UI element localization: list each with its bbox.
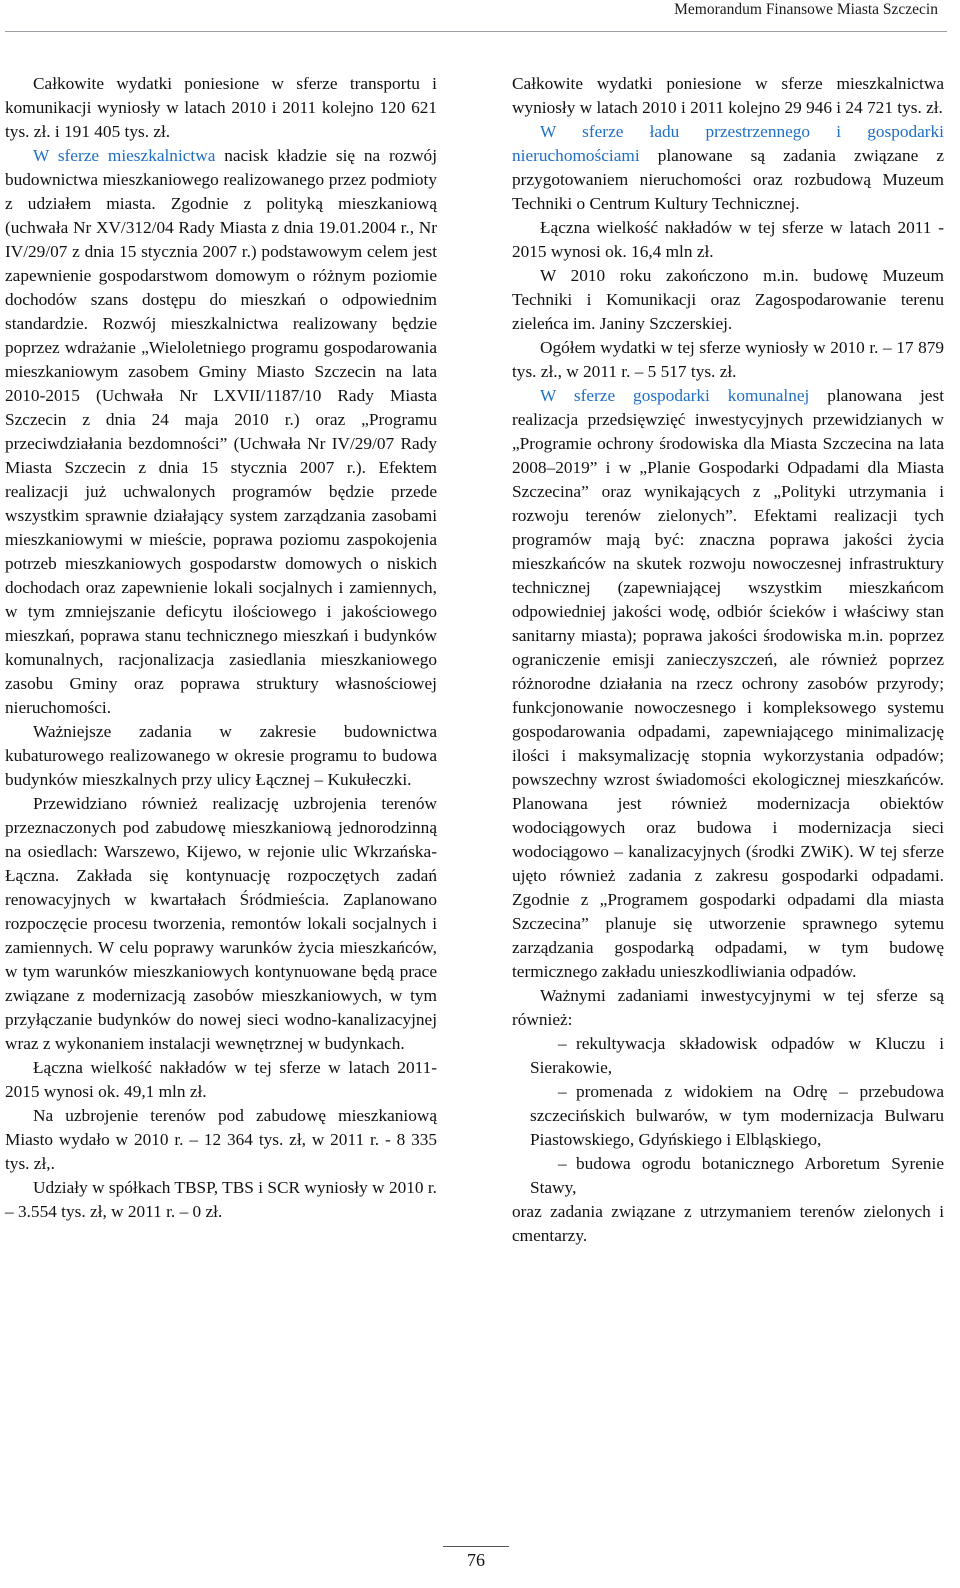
list-item-text: promenada z widokiem na Odrę – przebudowa szczecińskich bulwarów, w tym modernizacja Bulwaru Piastowskiego, Gdyńskiego i Elbląskiego, — [530, 1082, 944, 1149]
right-column — [512, 72, 944, 1248]
paragraph: Ogółem wydatki w tej sferze wyniosły w 2010 r. – 17 879 tys. zł., w 2011 r. – 5 517 tys. zł. — [512, 338, 944, 381]
dash-bullet: – — [558, 1034, 567, 1053]
paragraph: Ważniejsze zadania w zakresie budownictwa kubaturowego realizowanego w okresie programu to budowa budynków mieszkalnych przy ulicy Łącznej – Kukułeczki. — [5, 722, 437, 789]
footer-divider — [443, 1546, 509, 1547]
paragraph: oraz zadania związane z utrzymaniem terenów zielonych i cmentarzy. — [512, 1202, 944, 1245]
left-column — [5, 72, 437, 1224]
paragraph: Łączna wielkość nakładów w tej sferze w latach 2011- 2015 wynosi ok. 49,1 mln zł. — [5, 1058, 437, 1101]
paragraph — [512, 384, 944, 984]
list-item-text: budowa ogrodu botanicznego Arboretum Syrenie Stawy, — [530, 1154, 944, 1197]
document-title: Memorandum Finansowe Miasta Szczecin — [674, 1, 938, 18]
page-footer — [0, 1532, 960, 1588]
paragraph: Ważnymi zadaniami inwestycyjnymi w tej sferze są również: — [512, 986, 944, 1029]
page-header — [0, 0, 960, 36]
section-heading-link: W sferze gospodarki komunalnej — [540, 386, 810, 405]
paragraph: W 2010 roku zakończono m.in. budowę Muzeum Techniki i Komunikacji oraz Zagospodarowanie terenu zieleńca im. Janiny Szczerskiej. — [512, 266, 944, 333]
list-item — [512, 1032, 944, 1080]
paragraph: Przewidziano również realizację uzbrojenia terenów przeznaczonych pod zabudowę mieszkaniową jednorodzinną na osiedlach: Warszewo, Kijewo, w rejonie ulic Wkrzańska-Łączna. Zakłada się kontynuację rozpoczętych zadań renowacyjnych w kwartałach Śródmieścia. Zaplanowano rozpoczęcie procesu tworzenia, remontów lokali socjalnych i zamiennych. W celu poprawy warunków życia mieszkańców, w tym warunków mieszkaniowych kontynuowane będą prace związane z modernizacją zasobów mieszkaniowych, w tym przyłączanie budynków do nowej sieci wodno-kanalizacyjnej wraz z wykonaniem instalacji wewnętrznej w budynkach. — [5, 794, 437, 1053]
paragraph: Całkowite wydatki poniesione w sferze mieszkalnictwa wyniosły w latach 2010 i 2011 kolejno 29 946 i 24 721 tys. zł. — [512, 74, 944, 117]
paragraph — [512, 120, 944, 216]
paragraph-text: planowana jest realizacja przedsięwzięć inwestycyjnych przewidzianych w „Programie ochrony środowiska dla Miasta Szczecina na lata 2008–2019” i w „Planie Gospodarki Odpadami dla Miasta Szczecina” oraz wynikających z „Polityki utrzymania i rozwoju terenów zielonych”. Efektami realizacji tych programów mają być: znaczna poprawa jakości życia mieszkańców na skutek rozwoju nowoczesnej infrastruktury technicznej (zapewniającej wszystkim mieszkańcom odpowiedniej jakości wodę, odbiór ścieków i właściwy stan sanitarny miasta); poprawa jakości środowiska m.in. poprzez ograniczenie emisji zanieczyszczeń, ale również poprzez różnorodne działania na rzecz ochrony zasobów przyrody; funkcjonowanie nowoczesnego i kompleksowego systemu gospodarowania odpadami, zapewniającego minimalizację ilości i maksymalizację stopnia wykorzystania odpadów; powszechny wzrost świadomości ekologicznej mieszkańców. Planowana jest również modernizacja obiektów wodociągowych oraz budowa i modernizacja sieci wodociągowo – kanalizacyjnych (środki ZWiK). W tej sferze ujęto również zadania z zakresu gospodarki odpadami. Zgodnie z „Programem gospodarki odpadami dla miasta Szczecina” planuje się utworzenie sprawnego sytemu zarządzania gospodarką odpadami, w tym budowę termicznego zakładu unieszkodliwiania odpadów. — [512, 386, 944, 981]
page-number: 76 — [467, 1550, 485, 1570]
dash-bullet: – — [558, 1082, 567, 1101]
list-item-text: rekultywacja składowisk odpadów w Kluczu i Sierakowie, — [530, 1034, 944, 1077]
paragraph-text: nacisk kładzie się na rozwój budownictwa mieszkaniowego realizowanego przez podmioty z udziałem miasta. Zgodnie z polityką mieszkaniową (uchwała Nr XV/312/04 Rady Miasta z dnia 19.01.2004 r., Nr IV/29/07 z dnia 15 stycznia 2007 r.) podstawowym celem jest zapewnienie gospodarstwom domowym o różnym poziomie dochodów szans dostępu do mieszkań o odpowiednim standardzie. Rozwój mieszkalnictwa realizowany będzie poprzez wdrażanie „Wieloletniego programu gospodarowania mieszkaniowym zasobem Gminy Miasto Szczecin na lata 2010-2015 (Uchwała Nr LXVII/1187/10 Rady Miasta Szczecin z dnia 24 maja 2010 r.) oraz „Programu przeciwdziałania bezdomności” (Uchwała Nr IV/29/07 Rady Miasta Szczecin z dnia 15 stycznia 2007 r.). Efektem realizacji już uchwalonych programów będzie przede wszystkim sprawnie działający system zarządzania zasobami mieszkaniowymi w mieście, poprawa poziomu zaspokojenia potrzeb mieszkaniowych gospodarstw domowych o niskich dochodach oraz zapewnienie lokali socjalnych i zamiennych, w tym zmniejszanie deficytu ilościowego i jakościowego mieszkań, poprawa stanu technicznego mieszkań i budynków komunalnych, racjonalizacja zasiedlania mieszkaniowego zasobu Gminy oraz poprawa struktury własnościowej nieruchomości. — [5, 146, 438, 717]
section-heading-link: W sferze ładu przestrzennego i gospodarki nieruchomościami — [512, 122, 944, 165]
header-divider — [5, 31, 947, 32]
paragraph: Całkowite wydatki poniesione w sferze transportu i komunikacji wyniosły w latach 2010 i 2011 kolejno 120 621 tys. zł. i 191 405 tys. zł. — [5, 74, 437, 141]
section-heading-link: W sferze mieszkalnictwa — [33, 146, 216, 165]
paragraph-text: planowane są zadania związane z przygotowaniem nieruchomości oraz rozbudową Muzeum Techniki o Centrum Kultury Technicznej. — [512, 146, 944, 213]
list-item — [512, 1152, 944, 1200]
dash-bullet: – — [558, 1154, 567, 1173]
paragraph: Łączna wielkość nakładów w tej sferze w latach 2011 - 2015 wynosi ok. 16,4 mln zł. — [512, 218, 944, 261]
paragraph: Na uzbrojenie terenów pod zabudowę mieszkaniową Miasto wydało w 2010 r. – 12 364 tys. zł, w 2011 r. - 8 335 tys. zł,. — [5, 1106, 437, 1173]
paragraph — [5, 144, 437, 720]
paragraph: Udziały w spółkach TBSP, TBS i SCR wyniosły w 2010 r. – 3.554 tys. zł, w 2011 r. – 0 zł. — [5, 1178, 437, 1221]
list-item — [512, 1080, 944, 1152]
